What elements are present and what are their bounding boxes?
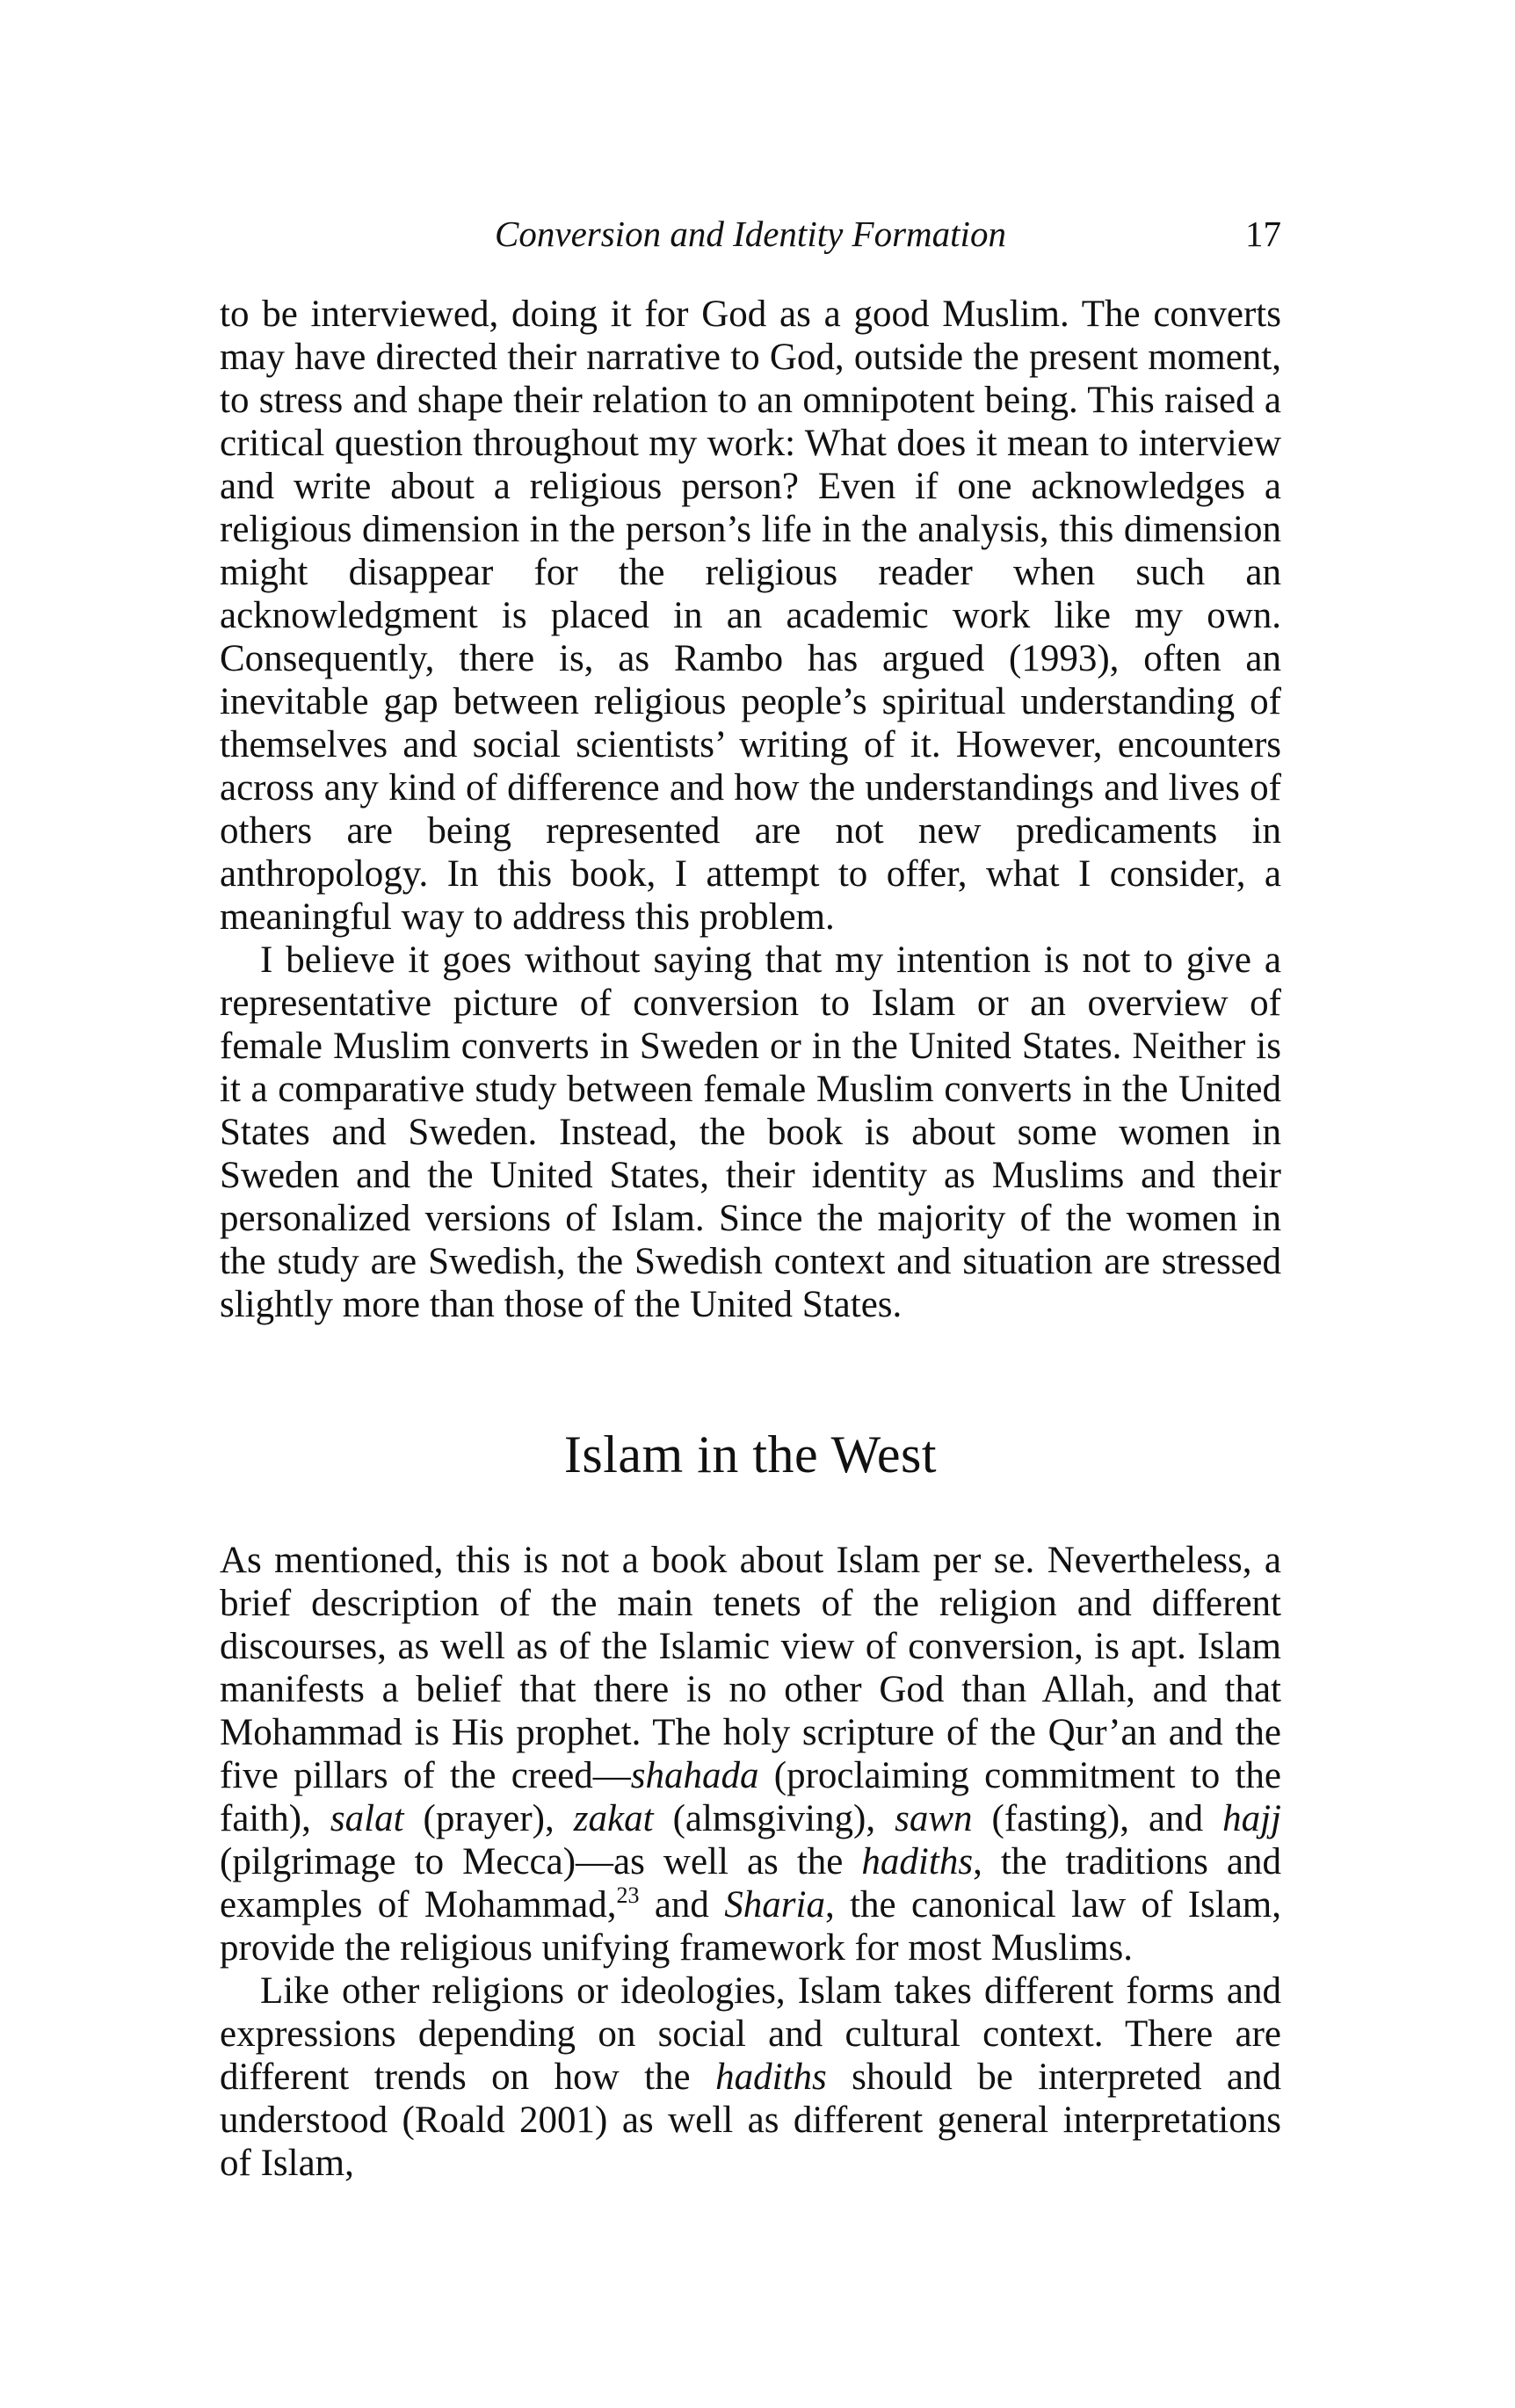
text-run: (prayer), [403, 1798, 574, 1839]
page-number: 17 [1245, 214, 1281, 254]
running-head [220, 207, 1281, 260]
text-run: (fasting), and [972, 1798, 1223, 1839]
text-run: should be interpreted and understood (Roald 2001) as well as different general interpretations of Islam, [220, 2056, 1281, 2184]
section-heading: Islam in the West [563, 1425, 938, 1483]
term-hadiths: hadiths [715, 2056, 827, 2098]
text-run: (pilgrimage to Mecca)—as well as the [220, 1841, 862, 1882]
term-zakat: zakat [573, 1798, 654, 1839]
term-sawn: sawn [895, 1798, 973, 1839]
term-sharia: Sharia [724, 1884, 825, 1926]
running-title: Conversion and Identity Formation [495, 214, 1006, 254]
term-hadiths: hadiths [861, 1841, 974, 1882]
paragraph-1: to be interviewed, doing it for God as a good Muslim. The converts may have directed their narrative to God, outside the present moment, to stress and shape their relation to an omnipotent being. This raised a critical question throughout my work: What does it mean to interview and write about a religious person? Even if one acknowledges a religious dimension in the person’s life in the analysis, this dimension might disappear for the religious reader when such an acknowledgment is placed in an academic work like my own. Consequently, there is, as Rambo has argued (1993), often an inevitable gap between religious people’s spiritual understanding of themselves and social scientists’ writing of it. However, encounters across any kind of difference and how the understandings and lives of others are being represented are not new predicaments in anthropology. In this book, I attempt to offer, what I consider, a meaningful way to address this problem. [220, 294, 1281, 938]
text-run: , the traditions and examples of Mohammad, [220, 1841, 1281, 1926]
term-shahada: shahada [630, 1755, 759, 1796]
paragraph-3 [220, 1539, 1281, 1969]
text-run: As mentioned, this is not a book about Islam per se. Nevertheless, a brief description of the main tenets of the religion and different discourses, as well as of the Islamic view of conversion, is apt. Islam manifests a belief that there is no other God than Allah, and that Mohammad is His prophet. The holy scripture of the Qur’an and the five pillars of the creed— [220, 1540, 1281, 1796]
footnote-reference: 23 [616, 1882, 640, 1908]
term-hajj: hajj [1222, 1798, 1282, 1839]
text-run: and [639, 1884, 725, 1926]
paragraph-2: I believe it goes without saying that my intention is not to give a representative picture of conversion to Islam or an overview of female Muslim converts in Sweden or in the United States. Neither is it a comparative study between female Muslim converts in the United States and Sweden. Instead, the book is about some women in Sweden and the United States, their identity as Muslims and their personalized versions of Islam. Since the majority of the women in the study are Swedish, the Swedish context and situation are stressed slightly more than those of the United States. [220, 939, 1281, 1325]
text-run: , the canonical law of Islam, provide the religious unifying framework for most Muslims. [220, 1884, 1281, 1969]
term-salat: salat [330, 1798, 404, 1839]
text-run: (almsgiving), [653, 1798, 895, 1839]
text-run: Like other religions or ideologies, Islam takes different forms and expressions depending on social and cultural context. There are different trends on how the [220, 1970, 1281, 2098]
text-run: (proclaiming commitment to the faith), [220, 1755, 1281, 1839]
paragraph-4 [220, 1969, 1281, 2185]
body-text [220, 293, 1281, 2185]
